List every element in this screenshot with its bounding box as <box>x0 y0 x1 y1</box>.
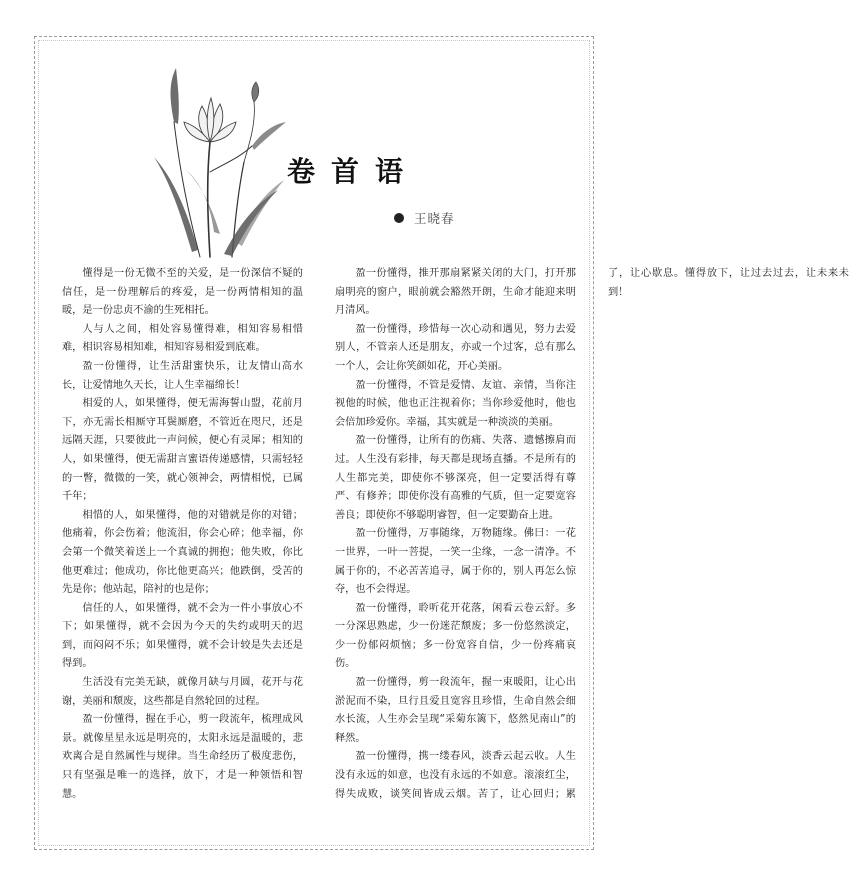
bullet-dot-icon <box>394 213 404 223</box>
paragraph: 盈一份懂得，推开那扇紧紧关闭的大门，打开那扇明亮的窗户，眼前就会豁然开朗，生命才能迎来明月清风。 <box>335 268 576 317</box>
lotus-ink-illustration <box>140 62 290 262</box>
paragraph: 懂得是一份无微不至的关爱，是一份深信不疑的信任，是一份理解后的疼爱，是一份两情相知的温暖，是一份忠贞不渝的生死相托。 <box>62 268 303 317</box>
paragraph: 相惜的人，如果懂得，他的对错就是你的对错；他痛着，你会伤着；他流泪，你会心碎；他幸福，你会第一个微笑着送上一个真诚的拥抱；他失败，你比他更难过；他成功，你比他更高兴；他跌倒，受苦的先是你；他站起，陪衬的也是你； <box>62 509 303 596</box>
page-title: 卷首语 <box>287 155 420 188</box>
paragraph: 相爱的人，如果懂得，便无需海誓山盟，花前月下，亦无需长相厮守耳鬓厮磨，不管近在咫尺，还是远隔天涯，只要彼此一声问候，便心有灵犀；相知的人，如果懂得，便无需甜言蜜语传递感情，只需轻轻的一瞥，微微的一笑，就心领神会，两情相悦，已属千年； <box>62 398 303 503</box>
paragraph: 盈一份懂得，握在手心，剪一段流年，梳理成风景。就像星星永远是明亮的，太阳永远是温暖的，悲欢离合是自然属性与规律。当生命经历了极度悲伤，只有坚强是唯一的选择，放下，才是一种领悟和智慧。 <box>62 714 303 800</box>
article-body <box>62 265 849 835</box>
paragraph: 盈一份懂得，聆听花开花落，闲看云卷云舒。多一分深思熟虑，少一份迷茫颓废；多一份悠然淡定，少一份郁闷烦恼；多一份宽容自信，少一份疼痛哀伤。 <box>335 602 576 670</box>
paragraph: 盈一份懂得，让所有的伤痛、失落、遗憾擦肩而过。人生没有彩排，每天都是现场直播。不是所有的人生都完美，即使你不够深亮，但一定要活得有尊严、有修养；即使你没有高雅的气质，但一定要宽容善良；即使你不够聪明睿智，但一定要勤奋上进。 <box>335 435 576 521</box>
paragraph: 信任的人，如果懂得，就不会为一件小事放心不下；如果懂得，就不会因为今天的失约或明天的迟到，而闷闷不乐；如果懂得，就不会计较是失去还是得到。 <box>62 602 303 670</box>
paragraph: 盈一份懂得，剪一段流年，握一束暖阳，让心出淤泥而不染，旦行且爱且宽容且珍惜，生命自然会细水长流，人生亦会呈现“采菊东篱下，悠然见南山”的释然。 <box>335 677 576 744</box>
paragraph: 生活没有完美无缺，就像月缺与月圆，花开与花谢，美丽和颓废，这些都是自然轮回的过程。 <box>62 677 303 707</box>
paragraph: 盈一份懂得，万事随缘，万物随缘。佛曰：一花一世界，一叶一菩提，一笑一尘缘，一念一清净。不属于你的，不必苦苦追寻，属于你的，别人再怎么惊夺，也不会得逞。 <box>335 528 576 596</box>
paragraph: 人与人之间，相处容易懂得难，相知容易相惜难，相识容易相知难，相知容易相爱到底难。 <box>62 323 303 354</box>
paragraph: 盈一份懂得，携一缕春风，淡香云起云收。人生没有永远的如意，也没有永远的不如意。滚滚红尘，得失成败，谈笑间皆成云烟。苦了，让心回归；累了，让心歇息。懂得放下，让过去过去，让未来未到！ <box>335 268 849 800</box>
author-line <box>394 209 455 227</box>
paragraph: 盈一份懂得，不管是爱情、友谊、亲情，当你注视他的时候，他也正注视着你；当你珍爱他时，他也会倍加珍爱你。幸福，其实就是一种淡淡的美丽。 <box>335 379 576 428</box>
author-name: 王晓春 <box>414 211 455 226</box>
paragraph: 盈一份懂得，珍惜每一次心动和遇见，努力去爱别人，不管亲人还是朋友，亦或一个过客，总有那么一个人，会让你笑颜如花，开心美丽。 <box>335 323 576 372</box>
paragraph: 盈一份懂得，让生活甜蜜快乐，让友情山高水长，让爱情地久天长，让人生幸福绵长！ <box>62 360 303 391</box>
